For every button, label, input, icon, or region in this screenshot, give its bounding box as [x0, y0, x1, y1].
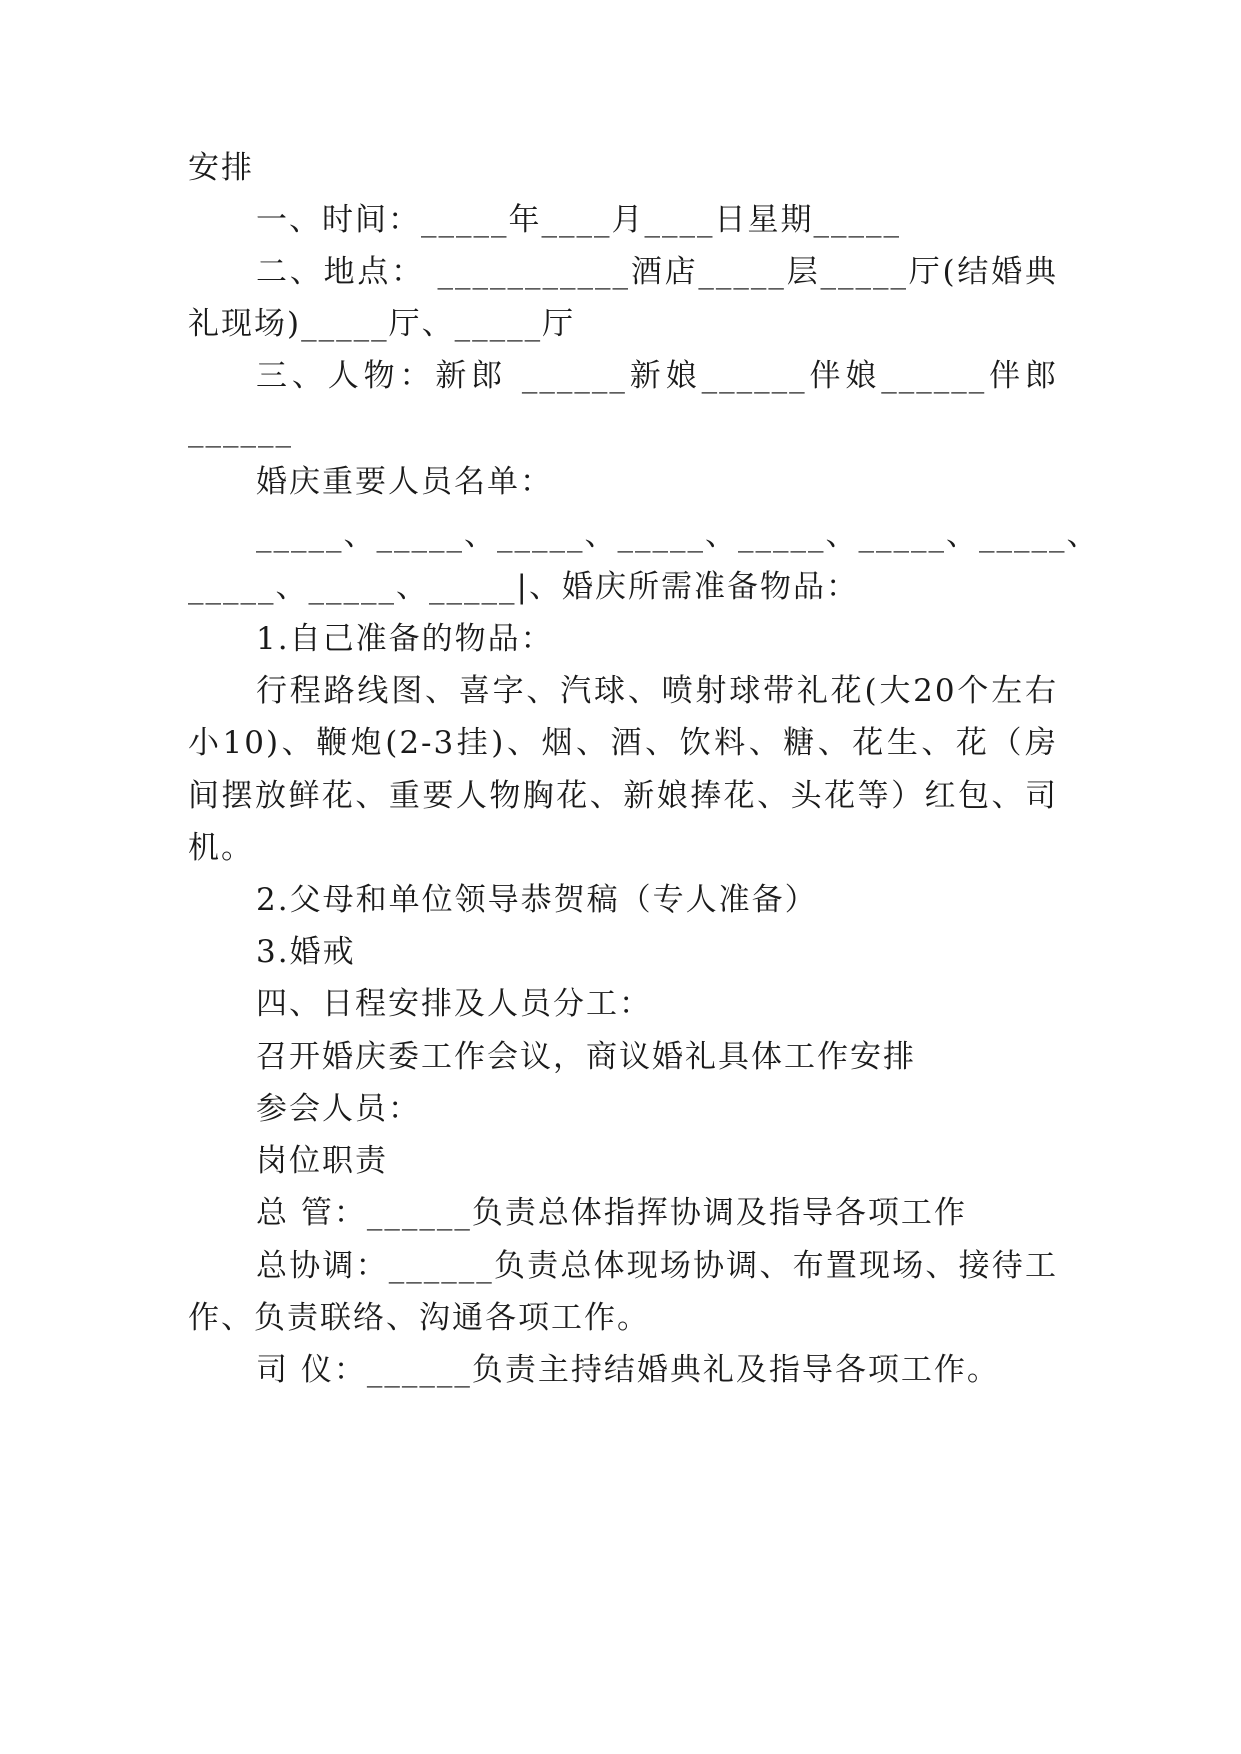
- duty-general-manager: 总 管：______负责总体指挥协调及指导各项工作: [256, 1195, 967, 1231]
- item-location: 二、地点： ___________酒店_____层_____厅(结婚典: [256, 254, 1058, 290]
- item-speech: 2.父母和单位领导恭贺稿（专人准备）: [256, 882, 818, 918]
- items-list-3: 间摆放鲜花、重要人物胸花、新娘捧花、头花等）红包、司: [188, 778, 1058, 814]
- item-self-prepared: 1.自己准备的物品：: [256, 621, 554, 657]
- items-list-4: 机。: [188, 830, 254, 866]
- duties-label: 岗位职责: [256, 1143, 388, 1179]
- attendees-label: 参会人员：: [256, 1091, 421, 1127]
- item-rings: 3.婚戒: [256, 934, 356, 970]
- item-location-cont: 礼现场)_____厅、_____厅: [188, 306, 576, 342]
- items-list-2: 小10)、鞭炮(2-3挂)、烟、酒、饮料、糖、花生、花（房: [188, 725, 1058, 761]
- duty-coordinator-cont: 作、负责联络、沟通各项工作。: [188, 1300, 650, 1336]
- duty-mc: 司 仪：______负责主持结婚典礼及指导各项工作。: [256, 1352, 1000, 1388]
- key-staff-blanks-cont: _____、_____、_____|、婚庆所需准备物品：: [188, 569, 859, 605]
- heading-arrangement: 安排: [188, 150, 254, 186]
- key-staff-blanks: _____、_____、_____、_____、_____、_____、_____、: [256, 517, 1100, 553]
- item-people: 三、人物：新郎 ______新娘______伴娘______伴郎: [256, 358, 1058, 394]
- meeting-line: 召开婚庆委工作会议，商议婚礼具体工作安排: [256, 1039, 916, 1075]
- item-people-cont: ______: [188, 412, 293, 448]
- duty-coordinator: 总协调：______负责总体现场协调、布置现场、接待工: [256, 1248, 1058, 1284]
- items-list-1: 行程路线图、喜字、汽球、喷射球带礼花(大20个左右: [256, 673, 1058, 709]
- section-schedule: 四、日程安排及人员分工：: [256, 986, 652, 1022]
- key-staff-label: 婚庆重要人员名单：: [256, 464, 553, 500]
- item-time: 一、时间：_____年____月____日星期_____: [256, 202, 901, 238]
